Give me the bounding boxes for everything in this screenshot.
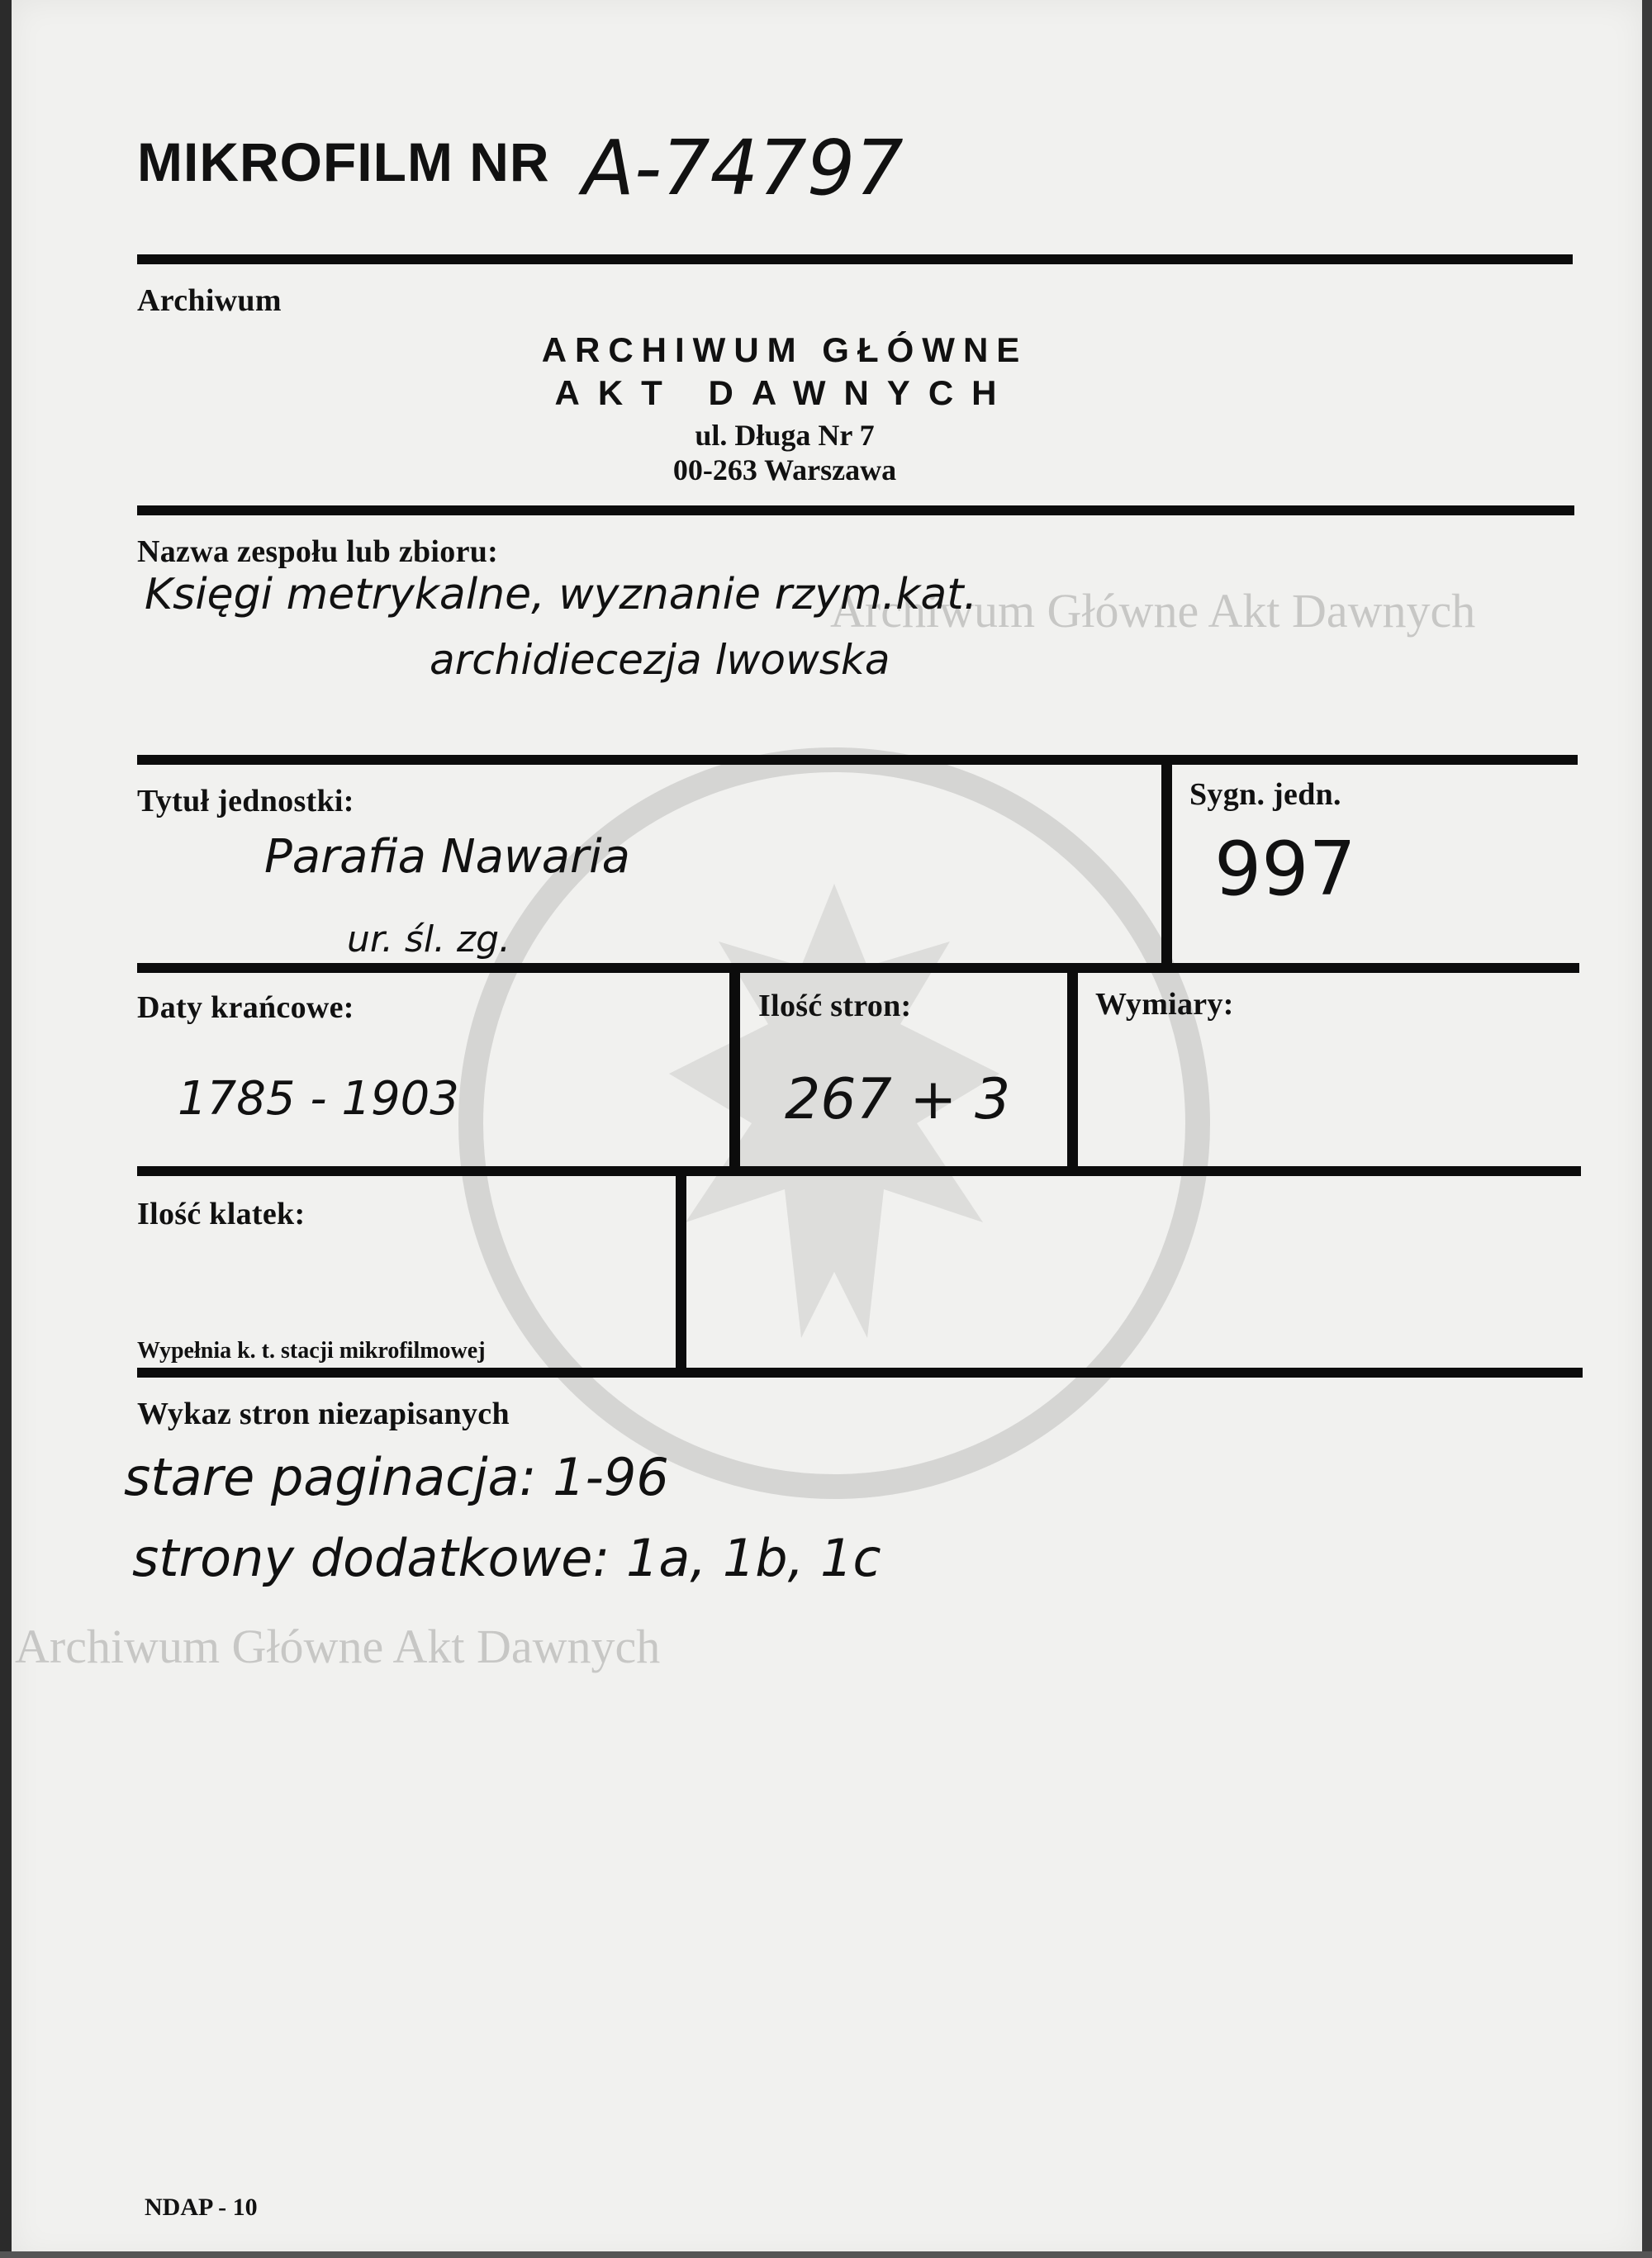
signature-label: Sygn. jedn. <box>1189 777 1341 812</box>
scan-left-edge <box>0 0 12 2258</box>
pages-value: 267 + 3 <box>785 1067 1011 1132</box>
pages-label: Ilość stron: <box>758 989 912 1023</box>
stamp-line-2: AKT DAWNYCH <box>554 373 1015 412</box>
divider-signature <box>1161 760 1172 966</box>
divider-pages <box>729 971 740 1174</box>
collection-value-line2: archidiecezja lwowska <box>430 636 890 684</box>
stamp-line-4: 00-263 Warszawa <box>672 453 897 486</box>
rule-top <box>137 254 1573 264</box>
dimensions-label: Wymiary: <box>1095 987 1234 1022</box>
microfilm-number-label: MIKROFILM NR <box>137 131 550 192</box>
form-code: NDAP - 10 <box>145 2194 258 2221</box>
dates-label: Daty krańcowe: <box>137 990 354 1025</box>
rule-unit-title <box>137 963 1579 973</box>
blank-pages-value-line2: strony dodatkowe: 1a, 1b, 1c <box>132 1528 881 1588</box>
archive-label: Archiwum <box>137 283 282 318</box>
signature-value: 997 <box>1214 826 1356 913</box>
collection-value-line1: Księgi metrykalne, wyznanie rzym.kat. <box>145 570 978 619</box>
collection-label: Nazwa zespołu lub zbioru: <box>137 534 499 569</box>
blank-pages-label: Wykaz stron niezapisanych <box>137 1397 510 1431</box>
archive-stamp <box>512 330 1057 487</box>
rule-archive <box>137 505 1574 515</box>
divider-frames <box>676 1173 686 1374</box>
unit-title-value-line1: Parafia Nawaria <box>264 830 630 884</box>
rule-frames <box>137 1368 1583 1378</box>
blank-pages-value-line1: stare paginacja: 1-96 <box>124 1447 669 1507</box>
microfilm-number-value: A-74797 <box>582 124 904 212</box>
frames-label: Ilość klatek: <box>137 1197 306 1231</box>
divider-dimensions <box>1067 971 1078 1174</box>
stamp-line-3: ul. Długa Nr 7 <box>695 419 875 452</box>
rule-collection <box>137 755 1578 765</box>
rule-dates <box>137 1166 1581 1176</box>
scan-right-edge <box>1642 0 1652 2258</box>
frames-note: Wypełnia k. t. stacji mikrofilmowej <box>137 1338 486 1364</box>
unit-title-value-line2: ur. śl. zg. <box>347 918 511 961</box>
scan-bottom-edge <box>0 2251 1652 2258</box>
dates-value: 1785 - 1903 <box>178 1072 459 1126</box>
watermark-text-lower: Archiwum Główne Akt Dawnych <box>15 1620 661 1673</box>
watermark-text-upper: Archiwum Główne Akt Dawnych <box>830 584 1476 638</box>
unit-title-label: Tytuł jednostki: <box>137 784 354 818</box>
stamp-line-1: ARCHIWUM GŁÓWNE <box>541 330 1028 369</box>
